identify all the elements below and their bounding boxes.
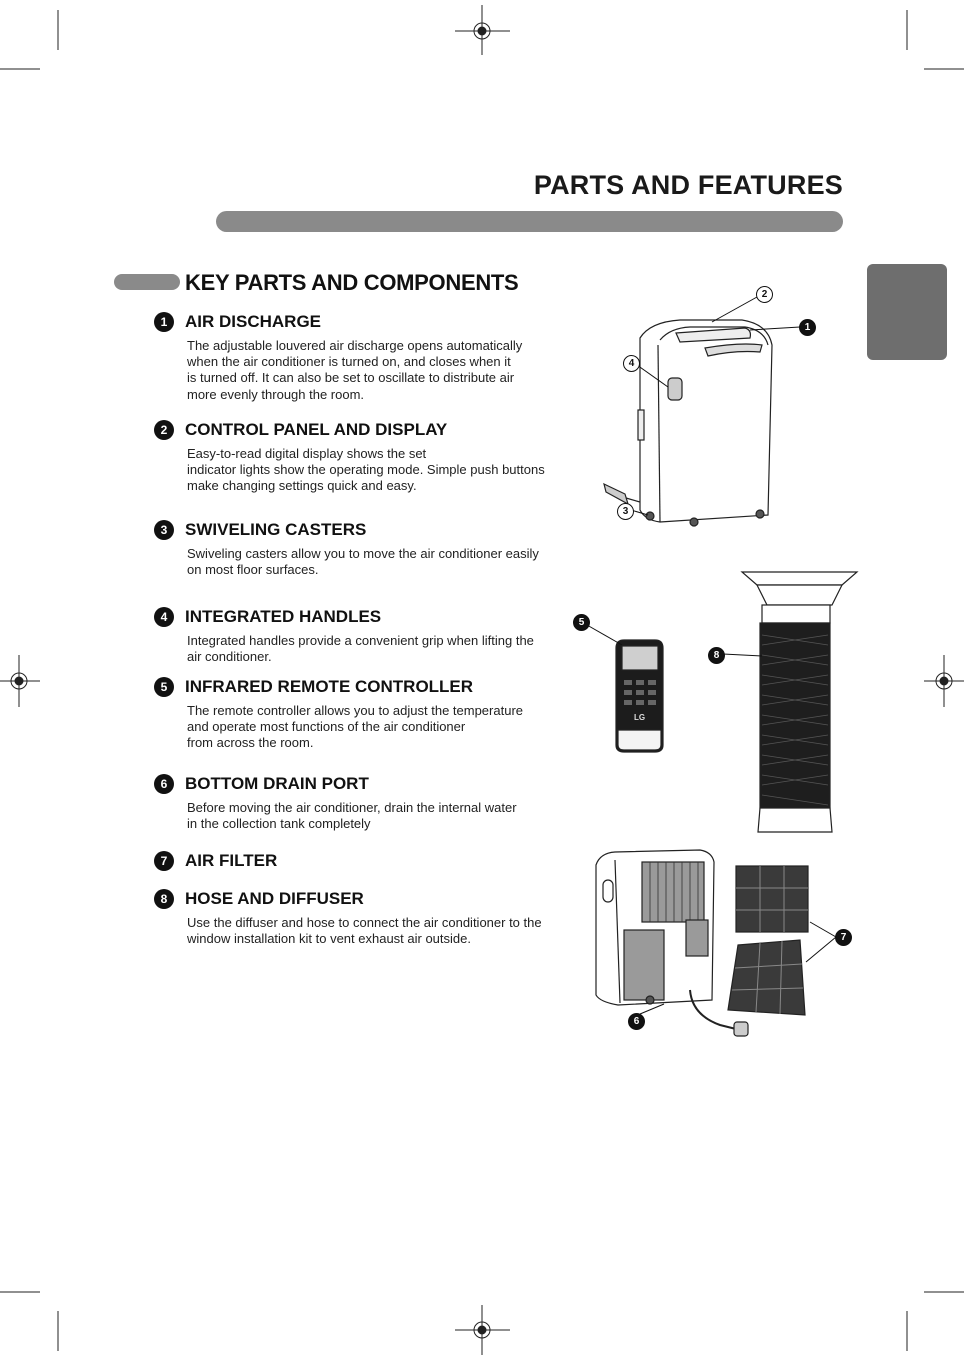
item-title: AIR DISCHARGE: [185, 312, 322, 331]
item-description: Before moving the air conditioner, drain the internal water in the collection tank completely: [187, 800, 517, 832]
callout-2: 2: [756, 286, 773, 303]
item-number-badge: 7: [154, 851, 174, 871]
item-title: CONTROL PANEL AND DISPLAY: [185, 420, 448, 439]
item-number-badge: 2: [154, 420, 174, 440]
item-title: AIR FILTER: [185, 851, 278, 870]
callout-5: 5: [573, 614, 590, 631]
item-title: INTEGRATED HANDLES: [185, 607, 382, 626]
callout-1: 1: [799, 319, 816, 336]
page-title: PARTS AND FEATURES: [533, 170, 843, 200]
item-number-badge: 3: [154, 520, 174, 540]
item-description: The adjustable louvered air discharge opens automatically when the air conditioner is turned on, and closes when it is turned off. It can also be set to oscillate to distribute air more evenly through the room.: [187, 338, 523, 402]
item-description: Use the diffuser and hose to connect the air conditioner to the window installation kit to vent exhaust air outside.: [187, 915, 542, 947]
item-title: SWIVELING CASTERS: [185, 520, 367, 539]
callout-6: 6: [628, 1013, 645, 1030]
section-heading: KEY PARTS AND COMPONENTS: [185, 270, 519, 295]
callout-8: 8: [708, 647, 725, 664]
item-number-badge: 5: [154, 677, 174, 697]
item-number-badge: 6: [154, 774, 174, 794]
item-number-badge: 4: [154, 607, 174, 627]
callout-3: 3: [617, 503, 634, 520]
item-description: Easy-to-read digital display shows the set indicator lights show the operating mode. Simple push buttons make changing settings quick and easy.: [187, 446, 545, 494]
item-title: INFRARED REMOTE CONTROLLER: [185, 677, 474, 696]
item-number-badge: 8: [154, 889, 174, 909]
callout-7: 7: [835, 929, 852, 946]
remote-logo: LG: [634, 713, 646, 722]
item-title: HOSE AND DIFFUSER: [185, 889, 364, 908]
callout-4: 4: [623, 355, 640, 372]
item-description: Swiveling casters allow you to move the air conditioner easily on most floor surfaces.: [187, 546, 539, 578]
item-number-badge: 1: [154, 312, 174, 332]
item-description: The remote controller allows you to adjust the temperature and operate most functions of the air conditioner from across the room.: [187, 703, 524, 751]
item-title: BOTTOM DRAIN PORT: [185, 774, 369, 793]
item-description: Integrated handles provide a convenient grip when lifting the air conditioner.: [187, 633, 534, 665]
